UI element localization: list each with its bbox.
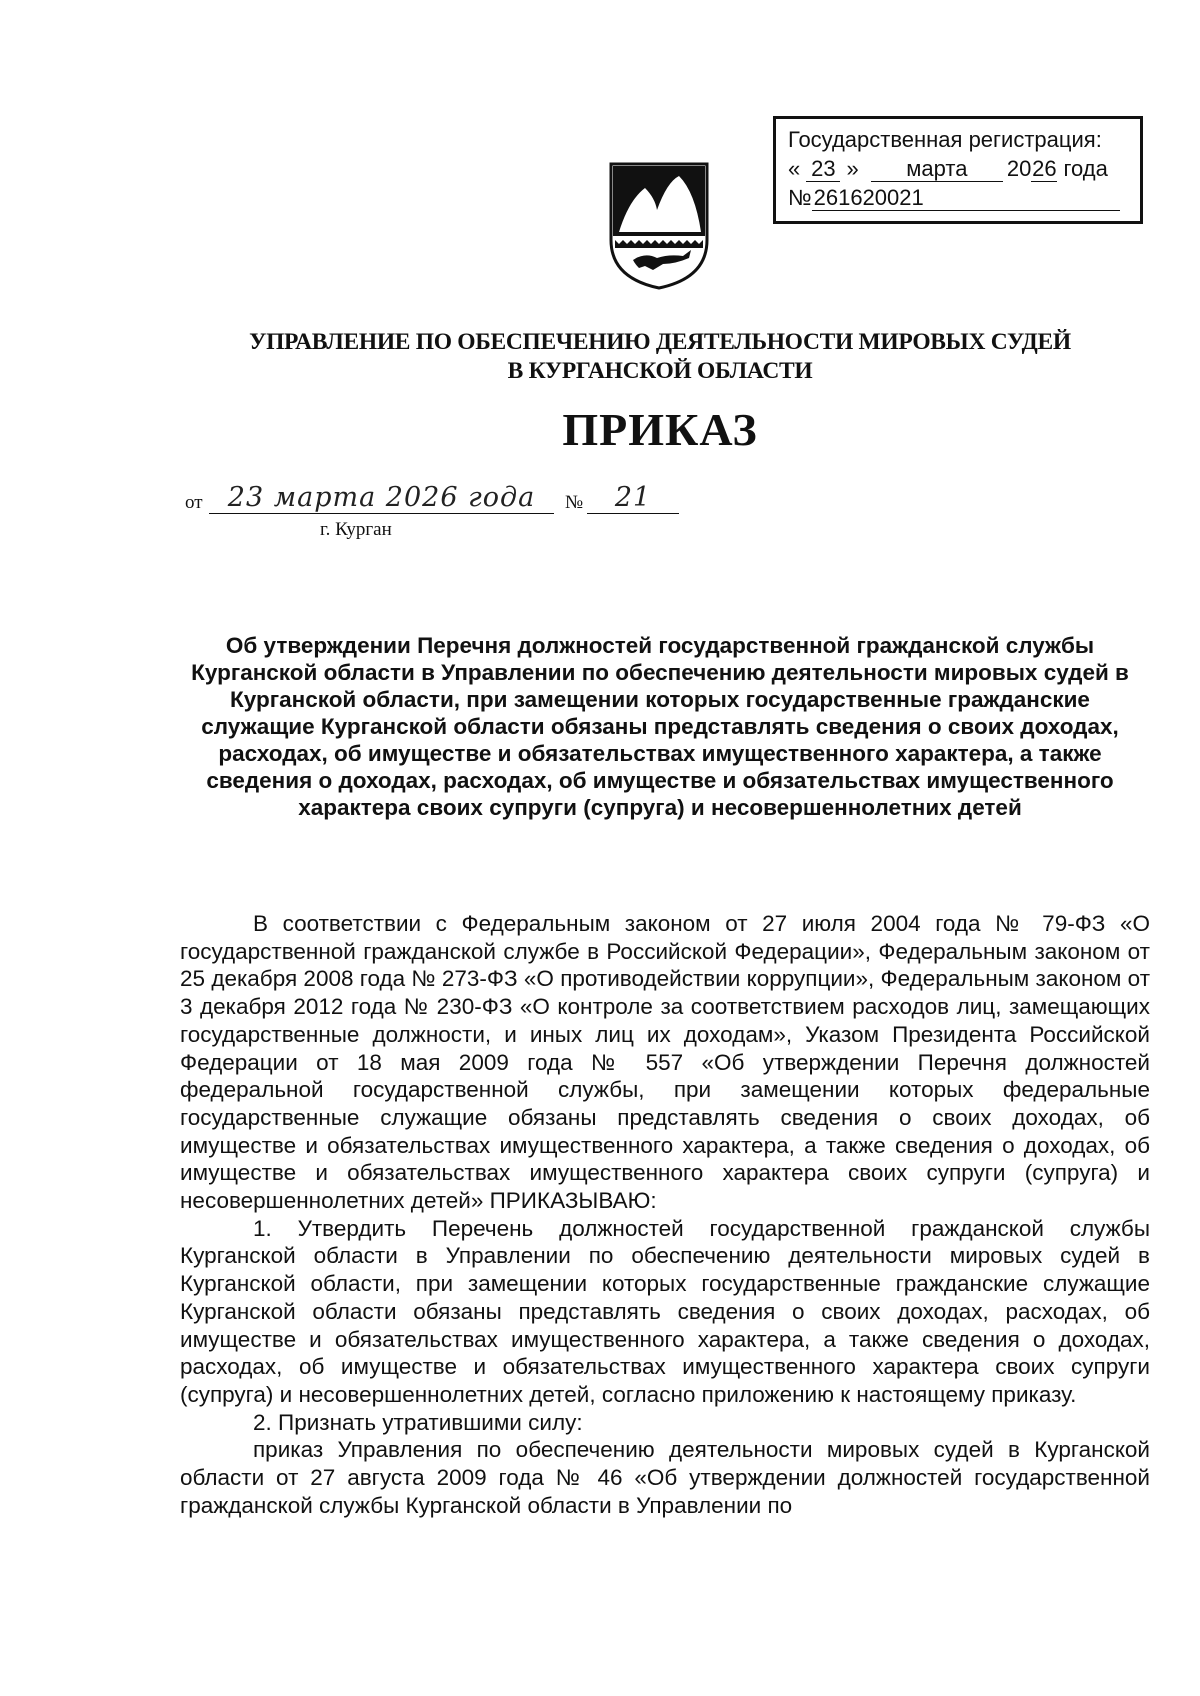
organization-name [160, 328, 1160, 386]
organization-line-2: В КУРГАНСКОЙ ОБЛАСТИ [507, 358, 813, 384]
paragraph-item-2: 2. Признать утратившими силу: [253, 1409, 583, 1435]
registration-day-open: « [788, 156, 801, 181]
date-label: от [185, 492, 203, 513]
number-label: № [565, 492, 584, 513]
registration-number-line [788, 183, 1128, 212]
handwritten-date: 23 марта 2026 года [209, 483, 554, 514]
registration-number: 261620021 [812, 186, 1120, 211]
registration-number-label: № [788, 185, 812, 210]
registration-year-suffix: 26 [1032, 156, 1057, 181]
paragraph-repealed-order: приказ Управления по обеспечению деятельности мировых судей в Курганской области от 27 августа 2009 года № 46 «Об утверждении должностей государственной гражданской службы Курганской области в Управлении по [180, 1437, 1150, 1518]
document-body [180, 910, 1150, 1519]
handwritten-number: 21 [587, 483, 679, 514]
registration-day: 23 [806, 157, 840, 182]
registration-stamp [773, 116, 1143, 224]
kurgan-coat-of-arms-icon [605, 160, 713, 290]
registration-day-close: » [846, 156, 859, 181]
paragraph-item-1: 1. Утвердить Перечень должностей государственной гражданской службы Курганской области в Управлении по обеспечению деятельности мировых судей в Курганской области, при замещении которых государственные гражданские служащие Курганской области обязаны представлять сведения о своих доходах, расходах, об имуществе и обязательствах имущественного характера, а также сведения о доходах, расходах, об имуществе и обязательствах имущественного характера своих супруги (супруга) и несовершеннолетних детей, согласно приложению к настоящему приказу. [180, 1215, 1150, 1407]
order-date-line [185, 484, 705, 520]
document-title: Об утверждении Перечня должностей государственной гражданской службы Курганской области в Управлении по обеспечению деятельности мировых судей в Курганской области, при замещении которых государственные гражданские служащие Курганской области обязаны представлять сведения о своих доходах, расходах, об имуществе и обязательствах имущественного характера, а также сведения о доходах, расходах, об имуществе и обязательствах имущественного характера своих супруги (супруга) и несовершеннолетних детей [191, 633, 1129, 820]
document-type: ПРИКАЗ [562, 404, 758, 455]
city: г. Курган [320, 519, 392, 540]
paragraph-preamble: В соответствии с Федеральным законом от 27 июля 2004 года № 79-ФЗ «О государственной гражданской службе в Российской Федерации», Федеральным законом от 25 декабря 2008 года № 273-ФЗ «О противодействии коррупции», Федеральным законом от 3 декабря 2012 года № 230-ФЗ «О контроле за соответствием расходов лиц, замещающих государственные должности, и иных лиц их доходам», Указом Президента Российской Федерации от 18 мая 2009 года № 557 «Об утверждении Перечня должностей федеральной государственной службы, при замещении которых федеральные государственные служащие обязаны представлять сведения о своих доходах, об имуществе и обязательствах имущественного характера, а также сведения о доходах, об имуществе и обязательствах имущественного характера своих супруги (супруга) и несовершеннолетних детей» ПРИКАЗЫВАЮ: [180, 911, 1150, 1214]
registration-heading: Государственная регистрация: [788, 127, 1102, 152]
organization-line-1: УПРАВЛЕНИЕ ПО ОБЕСПЕЧЕНИЮ ДЕЯТЕЛЬНОСТИ МИРОВЫХ СУДЕЙ [249, 329, 1071, 355]
registration-month: марта [871, 157, 1003, 182]
registration-date-line [788, 154, 1128, 183]
registration-year-prefix: 20 [1006, 156, 1032, 181]
registration-year-word: года [1063, 156, 1108, 181]
